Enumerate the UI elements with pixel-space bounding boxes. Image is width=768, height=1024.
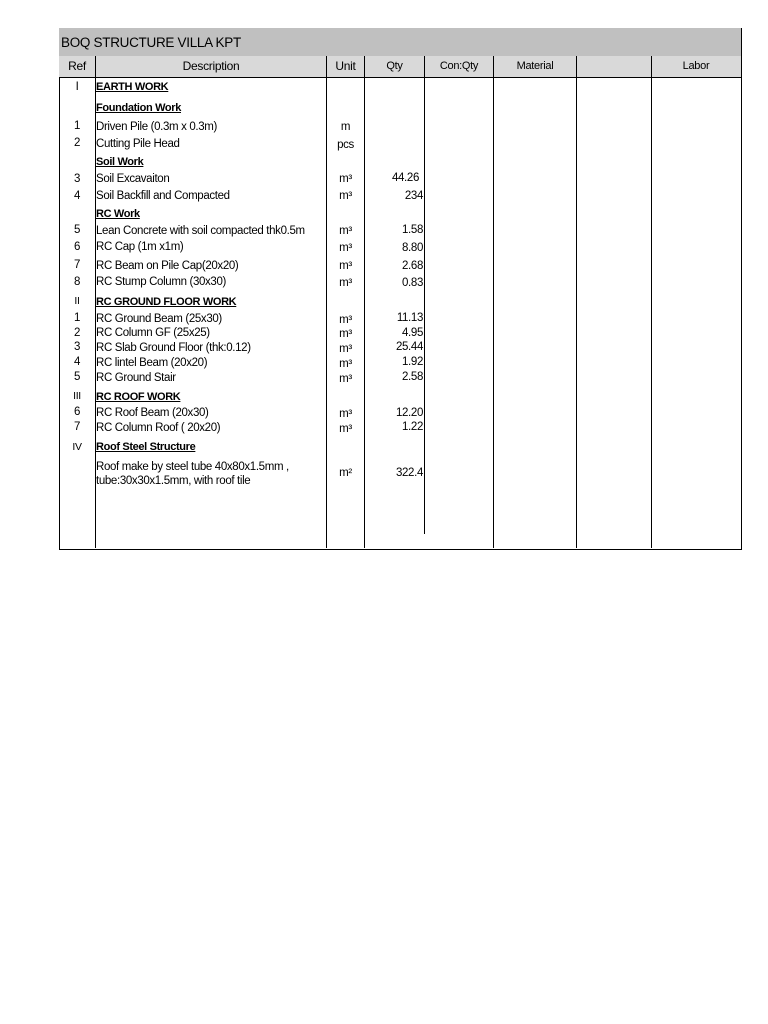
row-qty: 1.92 — [402, 356, 423, 368]
section-heading: RC Work — [96, 208, 140, 220]
header-ref: Ref — [68, 59, 86, 73]
row-description: Soil Backfill and Compacted — [96, 190, 230, 202]
header-row — [59, 56, 741, 78]
row-ref: 4 — [73, 356, 81, 368]
row-unit: m³ — [339, 225, 352, 237]
row-unit: m³ — [339, 314, 352, 326]
header-description: Description — [182, 59, 240, 73]
section-heading: RC GROUND FLOOR WORK — [96, 296, 237, 308]
row-ref: 7 — [73, 259, 81, 271]
row-qty: 11.13 — [396, 312, 423, 324]
row-unit: m³ — [339, 328, 352, 340]
row-ref: 6 — [73, 241, 81, 253]
row-ref: 1 — [73, 312, 81, 324]
row-unit: m³ — [339, 242, 352, 254]
boq-sheet — [59, 28, 741, 549]
row-qty: 1.22 — [402, 421, 423, 433]
row-ref: II — [74, 295, 80, 307]
row-description: RC Beam on Pile Cap(20x20) — [96, 260, 239, 272]
header-unit: Unit — [335, 59, 356, 73]
section-heading: EARTH WORK — [96, 81, 169, 93]
row-ref: 5 — [73, 224, 81, 236]
row-unit: m² — [339, 467, 352, 479]
row-description: Cutting Pile Head — [96, 138, 180, 150]
row-description: Driven Pile (0.3m x 0.3m) — [96, 121, 217, 133]
header-blank — [577, 56, 651, 77]
row-qty: 4.95 — [402, 327, 423, 339]
row-description: RC Slab Ground Floor (thk:0.12) — [96, 342, 251, 354]
row-unit: m³ — [339, 358, 352, 370]
row-qty: 44.26 — [391, 172, 419, 184]
row-qty: 0.83 — [402, 277, 423, 289]
row-unit: m — [340, 121, 351, 133]
row-ref: 3 — [73, 173, 81, 185]
row-ref: 1 — [73, 120, 81, 132]
row-ref: III — [73, 390, 81, 402]
row-unit: m³ — [339, 190, 352, 202]
col-line-conqty — [493, 56, 494, 548]
header-labor: Labor — [682, 60, 710, 72]
row-qty: 12.20 — [395, 407, 423, 419]
row-qty: 8.80 — [402, 242, 423, 254]
row-qty: 1.58 — [402, 224, 423, 236]
row-unit: m³ — [339, 408, 352, 420]
row-ref: I — [75, 81, 79, 93]
col-line-qty — [424, 56, 425, 534]
section-heading: Roof Steel Structure — [96, 441, 196, 453]
section-heading: Soil Work — [96, 156, 144, 168]
row-ref: 7 — [73, 421, 81, 433]
row-unit: pcs — [337, 139, 354, 151]
row-description: RC Cap (1m x1m) — [96, 241, 184, 253]
header-material: Material — [516, 60, 554, 72]
title-bar — [59, 28, 741, 57]
row-description: RC Column GF (25x25) — [96, 327, 210, 339]
row-description: RC Ground Beam (25x30) — [96, 313, 222, 325]
row-ref: 5 — [73, 371, 81, 383]
row-ref: 8 — [73, 276, 81, 288]
row-unit: m³ — [339, 343, 352, 355]
row-description: RC Roof Beam (20x30) — [96, 407, 209, 419]
row-qty: 25.44 — [395, 341, 423, 353]
row-description: RC lintel Beam (20x20) — [96, 357, 208, 369]
row-description: Lean Concrete with soil compacted thk0.5m — [96, 225, 305, 237]
col-line-blank — [651, 56, 652, 548]
row-description: RC Ground Stair — [96, 372, 176, 384]
row-ref: 2 — [73, 327, 81, 339]
row-qty: 2.68 — [402, 260, 423, 272]
row-ref: 3 — [73, 341, 81, 353]
row-qty: 2.58 — [402, 371, 423, 383]
document-title: BOQ STRUCTURE VILLA KPT — [61, 35, 241, 50]
row-ref: IV — [72, 441, 82, 453]
col-line-material — [576, 56, 577, 548]
row-unit: m³ — [339, 260, 352, 272]
row-unit: m³ — [339, 173, 352, 185]
row-ref: 2 — [73, 137, 81, 149]
header-qty: Qty — [386, 60, 403, 72]
section-heading: Foundation Work — [96, 102, 181, 114]
row-unit: m³ — [339, 373, 352, 385]
row-description: RC Stump Column (30x30) — [96, 276, 227, 288]
header-con-qty: Con:Qty — [439, 60, 479, 72]
row-ref: 6 — [73, 406, 81, 418]
row-description: RC Column Roof ( 20x20) — [96, 422, 221, 434]
section-heading: RC ROOF WORK — [96, 391, 181, 403]
row-description: Soil Excavaiton — [96, 173, 170, 185]
row-unit: m³ — [339, 277, 352, 289]
row-qty: 234 — [404, 190, 423, 202]
row-description: Roof make by steel tube 40x80x1.5mm , tube:30x30x1.5mm, with roof tile — [96, 461, 289, 487]
row-qty: 322.4 — [395, 467, 423, 479]
row-unit: m³ — [339, 423, 352, 435]
row-ref: 4 — [73, 190, 81, 202]
